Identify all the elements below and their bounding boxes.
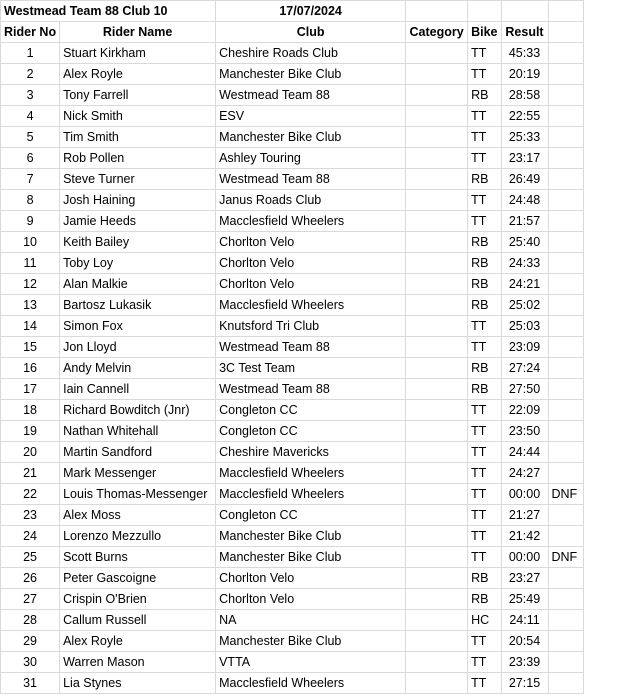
result-cell[interactable]: 24:44	[501, 442, 548, 463]
rider-name-cell[interactable]: Crispin O'Brien	[60, 589, 216, 610]
note-cell[interactable]	[548, 610, 583, 631]
bike-cell[interactable]: RB	[468, 589, 501, 610]
rider-name-cell[interactable]: Nathan Whitehall	[60, 421, 216, 442]
table-row	[1, 148, 584, 169]
rider-no-cell[interactable]: 19	[1, 421, 60, 442]
category-cell[interactable]	[406, 526, 468, 547]
rider-no-cell[interactable]: 31	[1, 673, 60, 694]
note-cell[interactable]	[548, 169, 583, 190]
table-row	[1, 337, 584, 358]
table-row	[1, 463, 584, 484]
table-row	[1, 379, 584, 400]
bike-cell[interactable]: RB	[468, 274, 501, 295]
bike-cell[interactable]: TT	[468, 64, 501, 85]
rider-no-cell[interactable]: 5	[1, 127, 60, 148]
bike-cell[interactable]: TT	[468, 442, 501, 463]
result-cell[interactable]: 28:58	[501, 85, 548, 106]
rider-name-cell[interactable]: Mark Messenger	[60, 463, 216, 484]
club-cell[interactable]: NA	[216, 610, 406, 631]
result-cell[interactable]: 20:54	[501, 631, 548, 652]
result-cell[interactable]: 26:49	[501, 169, 548, 190]
club-cell[interactable]: Macclesfield Wheelers	[216, 673, 406, 694]
result-cell[interactable]: 25:33	[501, 127, 548, 148]
bike-cell[interactable]: RB	[468, 358, 501, 379]
club-cell[interactable]: Westmead Team 88	[216, 337, 406, 358]
header-bike[interactable]: Bike	[468, 22, 501, 43]
result-cell[interactable]: 24:33	[501, 253, 548, 274]
category-cell[interactable]	[406, 85, 468, 106]
category-cell[interactable]	[406, 64, 468, 85]
category-cell[interactable]	[406, 148, 468, 169]
note-cell[interactable]	[548, 85, 583, 106]
rider-name-cell[interactable]: Keith Bailey	[60, 232, 216, 253]
category-cell[interactable]	[406, 232, 468, 253]
result-cell[interactable]: 22:09	[501, 400, 548, 421]
result-cell[interactable]: 45:33	[501, 43, 548, 64]
category-cell[interactable]	[406, 484, 468, 505]
cell[interactable]	[468, 1, 501, 22]
table-row	[1, 610, 584, 631]
club-cell[interactable]: Chorlton Velo	[216, 589, 406, 610]
result-cell[interactable]: 00:00	[501, 547, 548, 568]
rider-no-cell[interactable]: 3	[1, 85, 60, 106]
header-rider-no[interactable]: Rider No	[1, 22, 60, 43]
table-row	[1, 232, 584, 253]
category-cell[interactable]	[406, 127, 468, 148]
category-cell[interactable]	[406, 400, 468, 421]
club-cell[interactable]: Chorlton Velo	[216, 274, 406, 295]
table-row	[1, 673, 584, 694]
club-cell[interactable]: Manchester Bike Club	[216, 631, 406, 652]
rider-name-cell[interactable]: Scott Burns	[60, 547, 216, 568]
result-cell[interactable]: 21:27	[501, 505, 548, 526]
club-cell[interactable]: Congleton CC	[216, 505, 406, 526]
bike-cell[interactable]: TT	[468, 463, 501, 484]
sheet-body	[1, 1, 584, 694]
club-cell[interactable]: VTTA	[216, 652, 406, 673]
rider-name-cell[interactable]: Simon Fox	[60, 316, 216, 337]
result-cell[interactable]: 23:09	[501, 337, 548, 358]
note-cell[interactable]	[548, 379, 583, 400]
rider-name-cell[interactable]: Lorenzo Mezzullo	[60, 526, 216, 547]
header-result[interactable]: Result	[501, 22, 548, 43]
rider-no-cell[interactable]: 25	[1, 547, 60, 568]
rider-name-cell[interactable]: Andy Melvin	[60, 358, 216, 379]
rider-name-cell[interactable]: Martin Sandford	[60, 442, 216, 463]
club-cell[interactable]: Westmead Team 88	[216, 169, 406, 190]
category-cell[interactable]	[406, 169, 468, 190]
rider-name-cell[interactable]: Richard Bowditch (Jnr)	[60, 400, 216, 421]
category-cell[interactable]	[406, 43, 468, 64]
note-cell[interactable]	[548, 526, 583, 547]
note-cell[interactable]	[548, 589, 583, 610]
category-cell[interactable]	[406, 379, 468, 400]
table-row	[1, 505, 584, 526]
cell[interactable]	[501, 1, 548, 22]
rider-no-cell[interactable]: 4	[1, 106, 60, 127]
rider-name-cell[interactable]: Rob Pollen	[60, 148, 216, 169]
result-cell[interactable]: 25:02	[501, 295, 548, 316]
bike-cell[interactable]: TT	[468, 547, 501, 568]
rider-no-cell[interactable]: 20	[1, 442, 60, 463]
table-row	[1, 190, 584, 211]
table-row	[1, 484, 584, 505]
result-cell[interactable]: 22:55	[501, 106, 548, 127]
rider-no-cell[interactable]: 17	[1, 379, 60, 400]
club-cell[interactable]: Macclesfield Wheelers	[216, 484, 406, 505]
rider-name-cell[interactable]: Iain Cannell	[60, 379, 216, 400]
bike-cell[interactable]: TT	[468, 106, 501, 127]
result-cell[interactable]: 23:39	[501, 652, 548, 673]
bike-cell[interactable]: TT	[468, 526, 501, 547]
result-cell[interactable]: 20:19	[501, 64, 548, 85]
rider-no-cell[interactable]: 16	[1, 358, 60, 379]
rider-no-cell[interactable]: 30	[1, 652, 60, 673]
bike-cell[interactable]: HC	[468, 610, 501, 631]
table-row	[1, 442, 584, 463]
table-row	[1, 400, 584, 421]
result-cell[interactable]: 25:49	[501, 589, 548, 610]
note-cell[interactable]	[548, 211, 583, 232]
club-cell[interactable]: Westmead Team 88	[216, 379, 406, 400]
bike-cell[interactable]: RB	[468, 379, 501, 400]
result-cell[interactable]: 00:00	[501, 484, 548, 505]
club-cell[interactable]: Chorlton Velo	[216, 232, 406, 253]
rider-no-cell[interactable]: 24	[1, 526, 60, 547]
rider-name-cell[interactable]: Louis Thomas-Messenger	[60, 484, 216, 505]
category-cell[interactable]	[406, 505, 468, 526]
club-cell[interactable]: Macclesfield Wheelers	[216, 295, 406, 316]
rider-no-cell[interactable]: 28	[1, 610, 60, 631]
club-cell[interactable]: 3C Test Team	[216, 358, 406, 379]
category-cell[interactable]	[406, 652, 468, 673]
category-cell[interactable]	[406, 589, 468, 610]
note-cell[interactable]	[548, 400, 583, 421]
bike-cell[interactable]: RB	[468, 169, 501, 190]
club-cell[interactable]: Cheshire Roads Club	[216, 43, 406, 64]
club-cell[interactable]: Congleton CC	[216, 400, 406, 421]
rider-no-cell[interactable]: 7	[1, 169, 60, 190]
table-row	[1, 526, 584, 547]
header-rider-name[interactable]: Rider Name	[60, 22, 216, 43]
result-cell[interactable]: 21:57	[501, 211, 548, 232]
result-cell[interactable]: 24:21	[501, 274, 548, 295]
category-cell[interactable]	[406, 463, 468, 484]
bike-cell[interactable]: RB	[468, 85, 501, 106]
club-cell[interactable]: Manchester Bike Club	[216, 127, 406, 148]
sheet-title[interactable]: Westmead Team 88 Club 10	[1, 1, 216, 22]
club-cell[interactable]: Manchester Bike Club	[216, 526, 406, 547]
result-cell[interactable]: 25:40	[501, 232, 548, 253]
rider-no-cell[interactable]: 6	[1, 148, 60, 169]
category-cell[interactable]	[406, 673, 468, 694]
note-cell[interactable]	[548, 190, 583, 211]
rider-no-cell[interactable]: 27	[1, 589, 60, 610]
rider-name-cell[interactable]: Lia Stynes	[60, 673, 216, 694]
result-cell[interactable]: 23:50	[501, 421, 548, 442]
category-cell[interactable]	[406, 211, 468, 232]
category-cell[interactable]	[406, 253, 468, 274]
rider-name-cell[interactable]: Peter Gascoigne	[60, 568, 216, 589]
rider-name-cell[interactable]: Alex Royle	[60, 64, 216, 85]
header-club[interactable]: Club	[216, 22, 406, 43]
note-cell[interactable]	[548, 631, 583, 652]
note-cell[interactable]	[548, 652, 583, 673]
club-cell[interactable]: Macclesfield Wheelers	[216, 211, 406, 232]
category-cell[interactable]	[406, 610, 468, 631]
rider-no-cell[interactable]: 10	[1, 232, 60, 253]
event-date[interactable]: 17/07/2024	[216, 1, 406, 22]
category-cell[interactable]	[406, 316, 468, 337]
note-cell[interactable]	[548, 64, 583, 85]
table-row	[1, 547, 584, 568]
club-cell[interactable]: Manchester Bike Club	[216, 64, 406, 85]
note-cell[interactable]	[548, 505, 583, 526]
rider-name-cell[interactable]: Nick Smith	[60, 106, 216, 127]
table-row	[1, 127, 584, 148]
category-cell[interactable]	[406, 295, 468, 316]
table-row	[1, 253, 584, 274]
result-cell[interactable]: 24:27	[501, 463, 548, 484]
bike-cell[interactable]: RB	[468, 253, 501, 274]
category-cell[interactable]	[406, 568, 468, 589]
note-cell[interactable]	[548, 148, 583, 169]
table-row	[1, 85, 584, 106]
note-cell[interactable]	[548, 463, 583, 484]
rider-no-cell[interactable]: 11	[1, 253, 60, 274]
note-cell[interactable]	[548, 43, 583, 64]
table-row	[1, 568, 584, 589]
category-cell[interactable]	[406, 547, 468, 568]
result-cell[interactable]: 24:48	[501, 190, 548, 211]
club-cell[interactable]: Knutsford Tri Club	[216, 316, 406, 337]
note-cell[interactable]	[548, 253, 583, 274]
table-row	[1, 106, 584, 127]
rider-no-cell[interactable]: 29	[1, 631, 60, 652]
table-row	[1, 358, 584, 379]
rider-name-cell[interactable]: Tony Farrell	[60, 85, 216, 106]
rider-name-cell[interactable]: Alex Moss	[60, 505, 216, 526]
bike-cell[interactable]: TT	[468, 127, 501, 148]
bike-cell[interactable]: TT	[468, 400, 501, 421]
bike-cell[interactable]: TT	[468, 673, 501, 694]
category-cell[interactable]	[406, 631, 468, 652]
rider-name-cell[interactable]: Steve Turner	[60, 169, 216, 190]
club-cell[interactable]: Congleton CC	[216, 421, 406, 442]
note-cell[interactable]	[548, 568, 583, 589]
bike-cell[interactable]: RB	[468, 295, 501, 316]
table-row	[1, 316, 584, 337]
table-row	[1, 631, 584, 652]
note-cell[interactable]: DNF	[548, 484, 583, 505]
note-cell[interactable]: DNF	[548, 547, 583, 568]
result-cell[interactable]: 25:03	[501, 316, 548, 337]
note-cell[interactable]	[548, 316, 583, 337]
club-cell[interactable]: Manchester Bike Club	[216, 547, 406, 568]
rider-name-cell[interactable]: Jamie Heeds	[60, 211, 216, 232]
rider-no-cell[interactable]: 22	[1, 484, 60, 505]
bike-cell[interactable]: TT	[468, 43, 501, 64]
rider-name-cell[interactable]: Josh Haining	[60, 190, 216, 211]
club-cell[interactable]: Janus Roads Club	[216, 190, 406, 211]
note-cell[interactable]	[548, 295, 583, 316]
category-cell[interactable]	[406, 274, 468, 295]
note-cell[interactable]	[548, 337, 583, 358]
bike-cell[interactable]: TT	[468, 190, 501, 211]
note-cell[interactable]	[548, 106, 583, 127]
rider-name-cell[interactable]: Alan Malkie	[60, 274, 216, 295]
category-cell[interactable]	[406, 358, 468, 379]
bike-cell[interactable]: TT	[468, 505, 501, 526]
result-cell[interactable]: 27:24	[501, 358, 548, 379]
bike-cell[interactable]: TT	[468, 148, 501, 169]
category-cell[interactable]	[406, 190, 468, 211]
bike-cell[interactable]: RB	[468, 232, 501, 253]
title-row	[1, 1, 584, 22]
rider-no-cell[interactable]: 18	[1, 400, 60, 421]
club-cell[interactable]: Westmead Team 88	[216, 85, 406, 106]
bike-cell[interactable]: RB	[468, 568, 501, 589]
note-cell[interactable]	[548, 274, 583, 295]
category-cell[interactable]	[406, 442, 468, 463]
bike-cell[interactable]: TT	[468, 484, 501, 505]
bike-cell[interactable]: TT	[468, 211, 501, 232]
table-row	[1, 589, 584, 610]
note-cell[interactable]	[548, 421, 583, 442]
rider-no-cell[interactable]: 8	[1, 190, 60, 211]
bike-cell[interactable]: TT	[468, 337, 501, 358]
note-cell[interactable]	[548, 127, 583, 148]
result-cell[interactable]: 23:27	[501, 568, 548, 589]
table-row	[1, 169, 584, 190]
club-cell[interactable]: Chorlton Velo	[216, 568, 406, 589]
bike-cell[interactable]: TT	[468, 421, 501, 442]
table-row	[1, 43, 584, 64]
cell[interactable]	[548, 22, 583, 43]
rider-name-cell[interactable]: Jon Lloyd	[60, 337, 216, 358]
table-row	[1, 652, 584, 673]
rider-no-cell[interactable]: 14	[1, 316, 60, 337]
rider-no-cell[interactable]: 23	[1, 505, 60, 526]
result-cell[interactable]: 21:42	[501, 526, 548, 547]
rider-name-cell[interactable]: Tim Smith	[60, 127, 216, 148]
category-cell[interactable]	[406, 337, 468, 358]
table-row	[1, 421, 584, 442]
result-cell[interactable]: 24:11	[501, 610, 548, 631]
result-cell[interactable]: 23:17	[501, 148, 548, 169]
club-cell[interactable]: Chorlton Velo	[216, 253, 406, 274]
rider-name-cell[interactable]: Bartosz Lukasik	[60, 295, 216, 316]
table-row	[1, 274, 584, 295]
rider-no-cell[interactable]: 2	[1, 64, 60, 85]
cell[interactable]	[548, 1, 583, 22]
note-cell[interactable]	[548, 442, 583, 463]
rider-name-cell[interactable]: Alex Royle	[60, 631, 216, 652]
rider-name-cell[interactable]: Warren Mason	[60, 652, 216, 673]
rider-no-cell[interactable]: 15	[1, 337, 60, 358]
bike-cell[interactable]: TT	[468, 631, 501, 652]
note-cell[interactable]	[548, 232, 583, 253]
club-cell[interactable]: Macclesfield Wheelers	[216, 463, 406, 484]
category-cell[interactable]	[406, 106, 468, 127]
header-category[interactable]: Category	[406, 22, 468, 43]
club-cell[interactable]: Ashley Touring	[216, 148, 406, 169]
rider-name-cell[interactable]: Stuart Kirkham	[60, 43, 216, 64]
club-cell[interactable]: Cheshire Mavericks	[216, 442, 406, 463]
rider-no-cell[interactable]: 9	[1, 211, 60, 232]
result-cell[interactable]: 27:15	[501, 673, 548, 694]
rider-name-cell[interactable]: Toby Loy	[60, 253, 216, 274]
table-row	[1, 64, 584, 85]
rider-no-cell[interactable]: 13	[1, 295, 60, 316]
rider-no-cell[interactable]: 1	[1, 43, 60, 64]
category-cell[interactable]	[406, 421, 468, 442]
rider-name-cell[interactable]: Callum Russell	[60, 610, 216, 631]
header-row	[1, 22, 584, 43]
club-cell[interactable]: ESV	[216, 106, 406, 127]
note-cell[interactable]	[548, 673, 583, 694]
table-row	[1, 211, 584, 232]
result-cell[interactable]: 27:50	[501, 379, 548, 400]
rider-no-cell[interactable]: 21	[1, 463, 60, 484]
cell[interactable]	[406, 1, 468, 22]
rider-no-cell[interactable]: 12	[1, 274, 60, 295]
table-row	[1, 295, 584, 316]
bike-cell[interactable]: TT	[468, 316, 501, 337]
bike-cell[interactable]: TT	[468, 652, 501, 673]
note-cell[interactable]	[548, 358, 583, 379]
rider-no-cell[interactable]: 26	[1, 568, 60, 589]
